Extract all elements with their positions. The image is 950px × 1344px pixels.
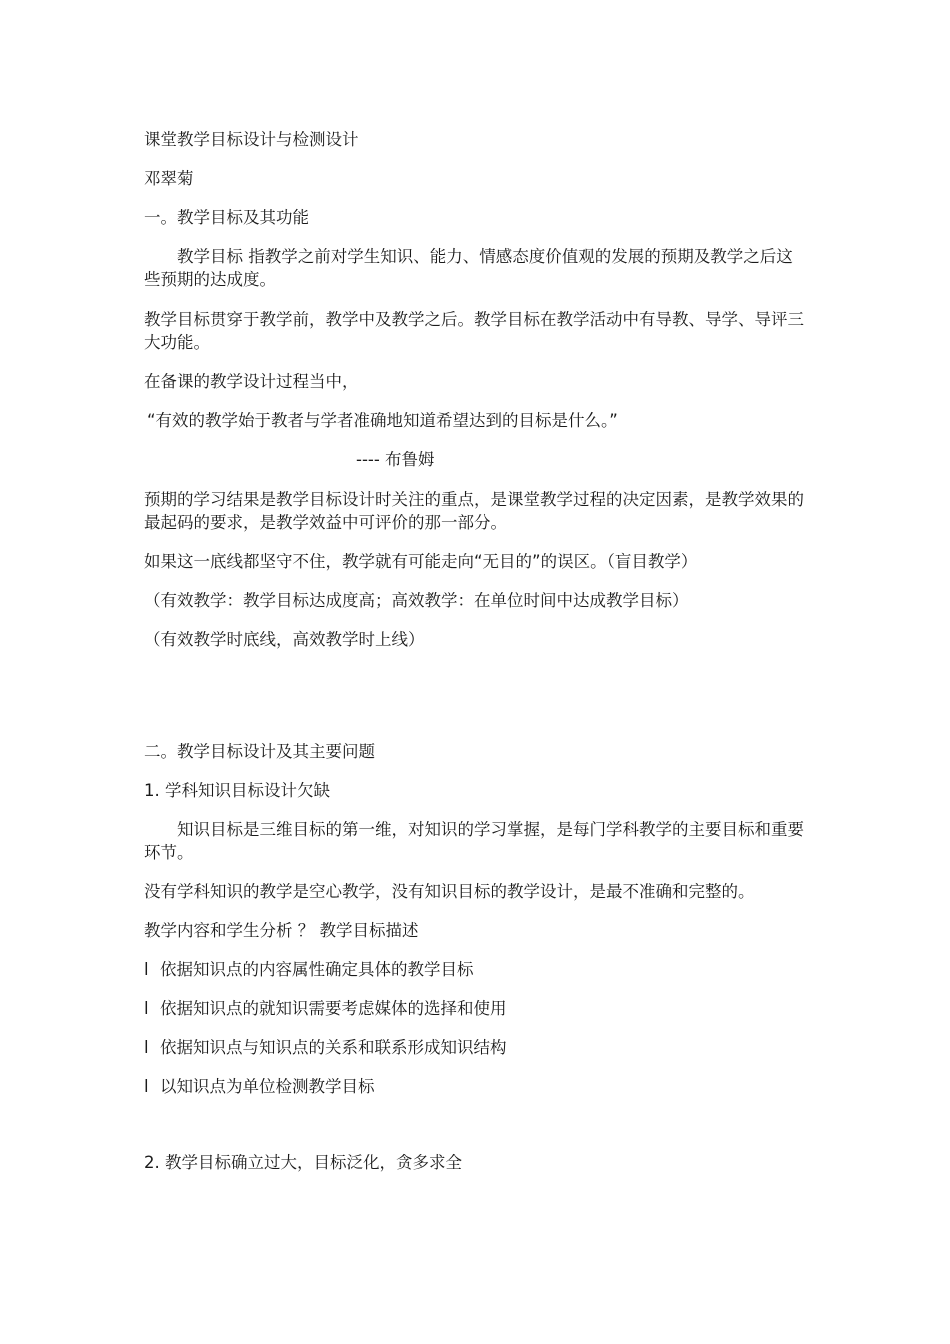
list-item xyxy=(144,997,804,1020)
section2-paragraph-2: 没有学科知识的教学是空心教学，没有知识目标的教学设计，是最不准确和完整的。 xyxy=(144,882,755,901)
list-item xyxy=(144,1036,804,1059)
section2-paragraph-3: 教学内容和学生分析 ？ 教学目标描述 xyxy=(144,921,419,940)
list-item xyxy=(144,958,804,981)
list-item-text: 依据知识点的内容属性确定具体的教学目标 xyxy=(160,960,474,979)
section1-paragraph-2: 教学目标贯穿于教学前，教学中及教学之后。教学目标在教学活动中有导教、导学、导评三大功能。 xyxy=(144,310,804,352)
list-item xyxy=(144,1075,804,1098)
section2-subheading-1: 1. 学科知识目标设计欠缺 xyxy=(144,781,330,800)
section1-paragraph-6: （有效教学：教学目标达成度高；高效教学：在单位时间中达成教学目标） xyxy=(144,591,689,610)
list-item-text: 依据知识点的就知识需要考虑媒体的选择和使用 xyxy=(160,999,507,1018)
quote-source: ---- 布鲁姆 xyxy=(356,450,435,469)
bullet-marker: l xyxy=(144,1038,149,1057)
bullet-marker: l xyxy=(144,1077,149,1096)
section1-heading: 一。教学目标及其功能 xyxy=(144,208,309,227)
document-title: 课堂教学目标设计与检测设计 xyxy=(144,130,359,149)
section1-paragraph-7: （有效教学时底线，高效教学时上线） xyxy=(144,630,425,649)
section1-paragraph-4: 预期的学习结果是教学目标设计时关注的重点，是课堂教学过程的决定因素，是教学效果的最起码的要求，是教学效益中可评价的那一部分。 xyxy=(144,490,804,532)
author-name: 邓翠菊 xyxy=(144,169,194,188)
section2-subheading-2: 2. 教学目标确立过大，目标泛化，贪多求全 xyxy=(144,1153,462,1172)
section2-heading: 二。教学目标设计及其主要问题 xyxy=(144,742,375,761)
section2-paragraph-1: 知识目标是三维目标的第一维，对知识的学习掌握，是每门学科教学的主要目标和重要环节。 xyxy=(144,820,804,862)
section1-paragraph-3: 在备课的教学设计过程当中， xyxy=(144,372,359,391)
section1-paragraph-1: 教学目标 指教学之前对学生知识、能力、情感态度价值观的发展的预期及教学之后这些预期的达成度。 xyxy=(144,247,793,289)
quote-text: “有效的教学始于教者与学者准确地知道希望达到的目标是什么。” xyxy=(147,411,618,430)
bullet-marker: l xyxy=(144,960,149,979)
list-item-text: 以知识点为单位检测教学目标 xyxy=(160,1077,375,1096)
section1-paragraph-5: 如果这一底线都坚守不住，教学就有可能走向“无目的”的误区。（盲目教学） xyxy=(144,552,698,571)
list-item-text: 依据知识点与知识点的关系和联系形成知识结构 xyxy=(160,1038,507,1057)
bullet-marker: l xyxy=(144,999,149,1018)
